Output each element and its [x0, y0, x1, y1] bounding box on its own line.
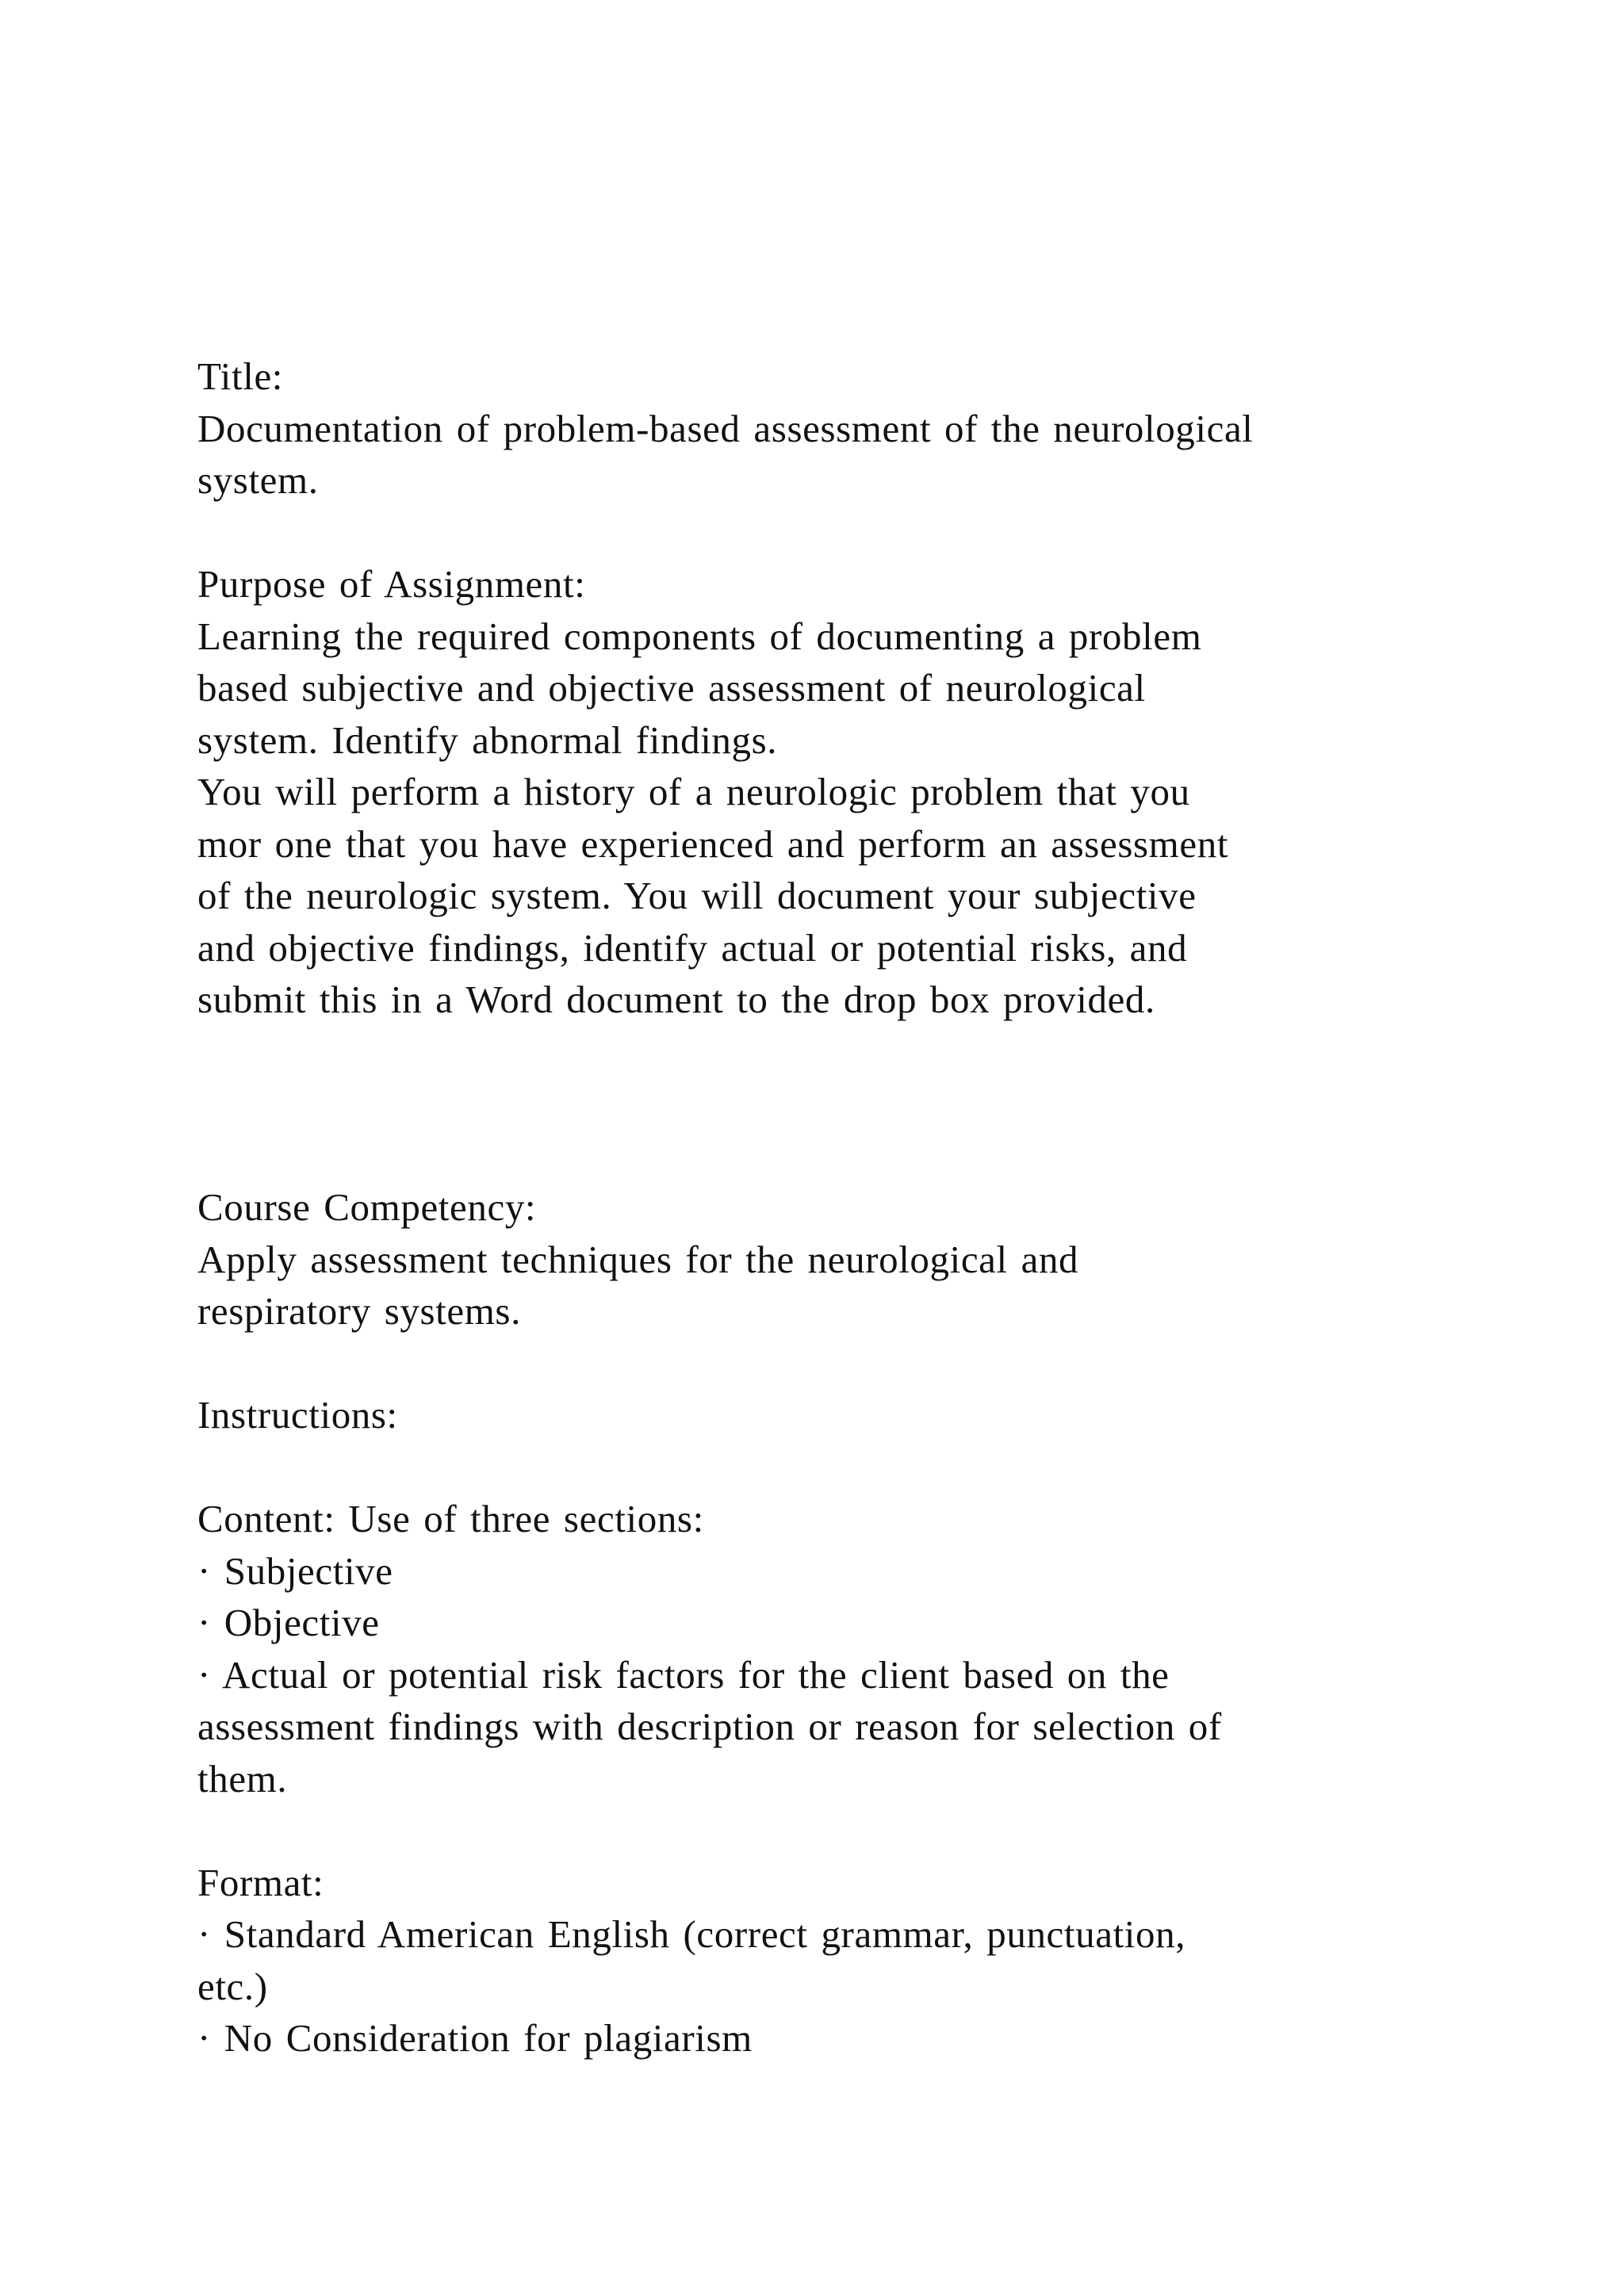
title-line: system.	[197, 458, 319, 502]
format-item: · Standard American English (correct grammar, punctuation,	[197, 1912, 1186, 1956]
content-item: · Subjective	[197, 1548, 393, 1593]
competency-line: Apply assessment techniques for the neurological and	[197, 1237, 1079, 1281]
spacer	[197, 1130, 1498, 1182]
content-item: them.	[197, 1756, 288, 1800]
content-item: · Objective	[197, 1601, 380, 1644]
format-heading: Format:	[197, 1860, 324, 1904]
format-item: · No Consideration for plagiarism	[197, 2016, 753, 2060]
spacer	[197, 1441, 1498, 1494]
title-line: Documentation of problem-based assessment of the neurological	[197, 406, 1254, 450]
competency-line: respiratory systems.	[197, 1289, 521, 1333]
spacer	[197, 1804, 1498, 1857]
purpose-line: You will perform a history of a neurologic problem that you	[197, 770, 1190, 813]
purpose-line: based subjective and objective assessment of neurological	[197, 666, 1146, 710]
purpose-line: submit this in a Word document to the drop box provided.	[197, 978, 1155, 1021]
purpose-line: mor one that you have experienced and perform an assessment	[197, 821, 1229, 866]
instructions-heading: Instructions:	[197, 1393, 398, 1437]
spacer	[197, 1026, 1498, 1130]
purpose-line: system. Identify abnormal findings.	[197, 718, 778, 762]
purpose-heading: Purpose of Assignment:	[197, 562, 586, 606]
format-item: etc.)	[197, 1964, 268, 2008]
purpose-line: Learning the required components of documenting a problem	[197, 614, 1202, 658]
content-item: · Actual or potential risk factors for the client based on the	[197, 1652, 1170, 1697]
content-line: Content: Use of three sections:	[197, 1497, 704, 1540]
spacer	[197, 1337, 1498, 1390]
purpose-line: of the neurologic system. You will document your subjective	[197, 874, 1197, 917]
document-body	[197, 350, 1498, 2064]
title-heading: Title:	[197, 354, 284, 398]
competency-heading: Course Competency:	[197, 1185, 537, 1229]
spacer	[197, 507, 1498, 559]
purpose-line: and objective findings, identify actual or potential risks, and	[197, 925, 1188, 970]
content-item: assessment findings with description or reason for selection of	[197, 1705, 1222, 1748]
